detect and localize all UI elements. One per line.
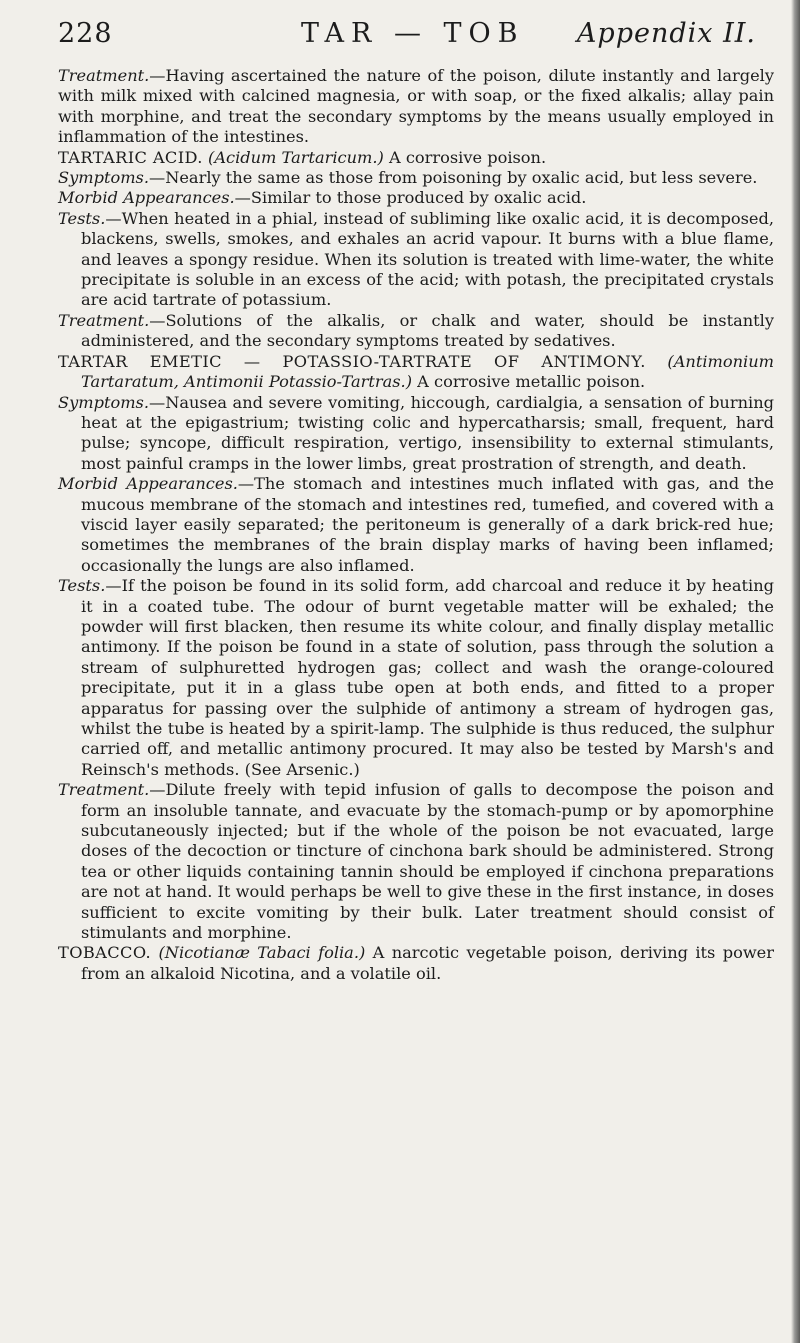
paragraph-text: —Dilute freely with tepid infusion of galls to decompose the poison and form an insoluble tannate, and evacuate by the stomach-pump or by apomorphine subcutaneously injected; but if the whole of the poison be not evacuated, large doses of the decoction or tincture of cinchona bark should be administered. Strong tea or other liquids containing tannin should be employed if cinchona preparations are not at hand. It would perhaps be well to give these in the first instance, in doses sufficient to excite vomiting by their bulk. Later treatment should consist of stimulants and morphine. — [81, 780, 774, 943]
section-heading: Treatment. — [58, 780, 150, 800]
paragraph — [58, 188, 774, 208]
section-heading: Treatment. — [58, 310, 150, 330]
paragraph — [58, 66, 774, 148]
latin-name: (Acidum Tartaricum.) — [208, 147, 384, 167]
section-heading: Morbid Appearances. — [58, 188, 235, 208]
paragraph-text: A corrosive poison. — [383, 147, 547, 167]
paragraph-text: —Nearly the same as those from poisoning by oxalic acid, but less severe. — [149, 168, 758, 188]
paragraph — [58, 780, 774, 943]
paragraph-text: A narcotic vegetable poison, deriving its power from an alkaloid Nicotina, and a volatile oil. — [81, 943, 774, 983]
latin-name: (Nicotianæ Tabaci folia.) — [158, 943, 366, 963]
section-heading: Symptoms. — [58, 168, 149, 188]
entry-tobacco — [58, 943, 774, 984]
entry-heading: TARTAR EMETIC — POTASSIO-TARTRATE OF ANTIMONY. — [58, 351, 646, 371]
section-heading: Tests. — [58, 576, 106, 596]
page-number: 228 — [58, 18, 113, 49]
section-heading: Tests. — [58, 208, 106, 228]
appendix-label: Appendix II. — [576, 18, 756, 49]
paragraph-text: —Nausea and severe vomiting, hiccough, cardialgia, a sensation of burning heat at the epigastrium; twisting colic and hypercatharsis; small, frequent, hard pulse; syncope, difficult respiration, vertigo, insensibility to external stimulants, most painful cramps in the lower limbs, great prostration of strength, and death. — [81, 392, 774, 473]
entry-heading: TOBACCO. — [58, 943, 152, 963]
page-body — [58, 66, 774, 984]
paragraph — [58, 209, 774, 311]
entry-heading: TARTARIC ACID. — [58, 147, 203, 167]
paragraph-text: —The stomach and intestines much inflated with gas, and the mucous membrane of the stomach and intestines red, tumefied, and covered with a viscid layer easily separated; the peritoneum is generally of a dark brick-red hue; sometimes the membranes of the brain display marks of having been inflamed; occasionally the lungs are also inflamed. — [81, 474, 774, 575]
paragraph — [58, 474, 774, 576]
section-heading: Symptoms. — [58, 392, 149, 412]
section-heading: Morbid Appearances. — [58, 474, 238, 494]
running-header — [58, 14, 756, 54]
latin-name: (Antimonium Tartaratum, Antimonii Potassio-Tartras.) — [81, 351, 774, 392]
paragraph-text: —Solutions of the alkalis, or chalk and water, should be instantly administered, and the secondary symptoms treated by sedatives. — [81, 310, 774, 351]
entry-tartar-emetic — [58, 352, 774, 393]
paragraph — [58, 168, 774, 188]
paragraph — [58, 576, 774, 780]
running-title: TAR — TOB — [301, 18, 525, 49]
section-heading: Treatment. — [58, 66, 150, 85]
paragraph-text: —If the poison be found in its solid form, add charcoal and reduce it by heating it in a coated tube. The odour of burnt vegetable matter will be exhaled; the powder will first blacken, then resume its white colour, and finally display metallic antimony. If the poison be found in a state of solution, pass through the solution a stream of sulphuretted hydrogen gas; collect and wash the orange-coloured precipitate, put it in a glass tube open at both ends, and fitted to a proper apparatus for passing over the sulphide of antimony a stream of hydrogen gas, whilst the tube is heated by a spirit-lamp. The sulphide is thus reduced, the sulphur carried off, and metallic antimony procured. It may also be tested by Marsh's and Reinsch's methods. (See Arsenic.) — [81, 576, 774, 779]
paragraph-text: —Similar to those produced by oxalic acid. — [234, 188, 587, 208]
paragraph-text: A corrosive metallic poison. — [412, 372, 646, 392]
paragraph-text: —Having ascertained the nature of the poison, dilute instantly and largely with milk mixed with calcined magnesia, or with soap, or the fixed alkalis; allay pain with morphine, and treat the secondary symptoms by the means usually employed in inflammation of the intestines. — [58, 66, 774, 147]
paragraph — [58, 393, 774, 475]
paragraph — [58, 311, 774, 352]
entry-tartaric-acid — [58, 148, 774, 168]
page-edge-shadow — [791, 0, 800, 1343]
paragraph-text: —When heated in a phial, instead of subliming like oxalic acid, it is decomposed, blackens, swells, smokes, and exhales an acrid vapour. It burns with a blue flame, and leaves a spongy residue. When its solution is treated with lime-water, the white precipitate is soluble in an excess of the acid; with potash, the precipitated crystals are acid tartrate of potassium. — [81, 208, 774, 310]
